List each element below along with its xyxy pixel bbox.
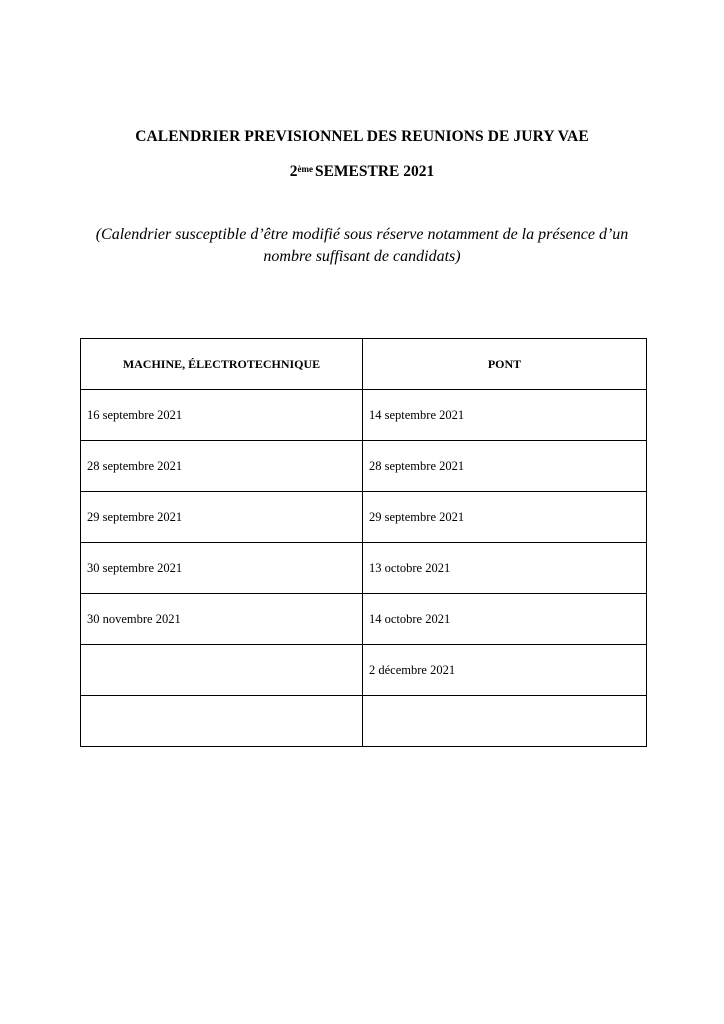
pont-date-cell: 2 décembre 2021 — [363, 645, 647, 696]
table-row — [81, 441, 647, 492]
table-row — [81, 594, 647, 645]
column-header-machine: MACHINE, ÉLECTROTECHNIQUE — [81, 339, 363, 390]
machine-date-cell: 29 septembre 2021 — [81, 492, 363, 543]
machine-date-cell: 28 septembre 2021 — [81, 441, 363, 492]
semester-heading — [0, 162, 724, 182]
pont-date-cell: 13 octobre 2021 — [363, 543, 647, 594]
table-row — [81, 492, 647, 543]
semester-number: 2 — [289, 163, 298, 180]
pont-date-cell: 28 septembre 2021 — [363, 441, 647, 492]
pont-date-cell — [363, 696, 647, 747]
semester-suffix: ème — [297, 164, 313, 174]
disclaimer-note: (Calendrier susceptible d’être modifié sous réserve notamment de la présence d’un nombre suffisant de candidats) — [95, 226, 629, 265]
table-row — [81, 645, 647, 696]
machine-date-cell: 30 novembre 2021 — [81, 594, 363, 645]
page-title: CALENDRIER PREVISIONNEL DES REUNIONS DE JURY VAE — [135, 128, 589, 145]
machine-date-cell: 30 septembre 2021 — [81, 543, 363, 594]
column-header-pont: PONT — [363, 339, 647, 390]
table-row — [81, 696, 647, 747]
machine-date-cell — [81, 645, 363, 696]
table-header-row — [81, 339, 647, 390]
machine-date-cell — [81, 696, 363, 747]
pont-date-cell: 14 septembre 2021 — [363, 390, 647, 441]
pont-date-cell: 29 septembre 2021 — [363, 492, 647, 543]
jury-schedule-table — [80, 338, 647, 747]
pont-date-cell: 14 octobre 2021 — [363, 594, 647, 645]
table-row — [81, 543, 647, 594]
machine-date-cell: 16 septembre 2021 — [81, 390, 363, 441]
table-row — [81, 390, 647, 441]
semester-text: SEMESTRE 2021 — [314, 163, 435, 180]
